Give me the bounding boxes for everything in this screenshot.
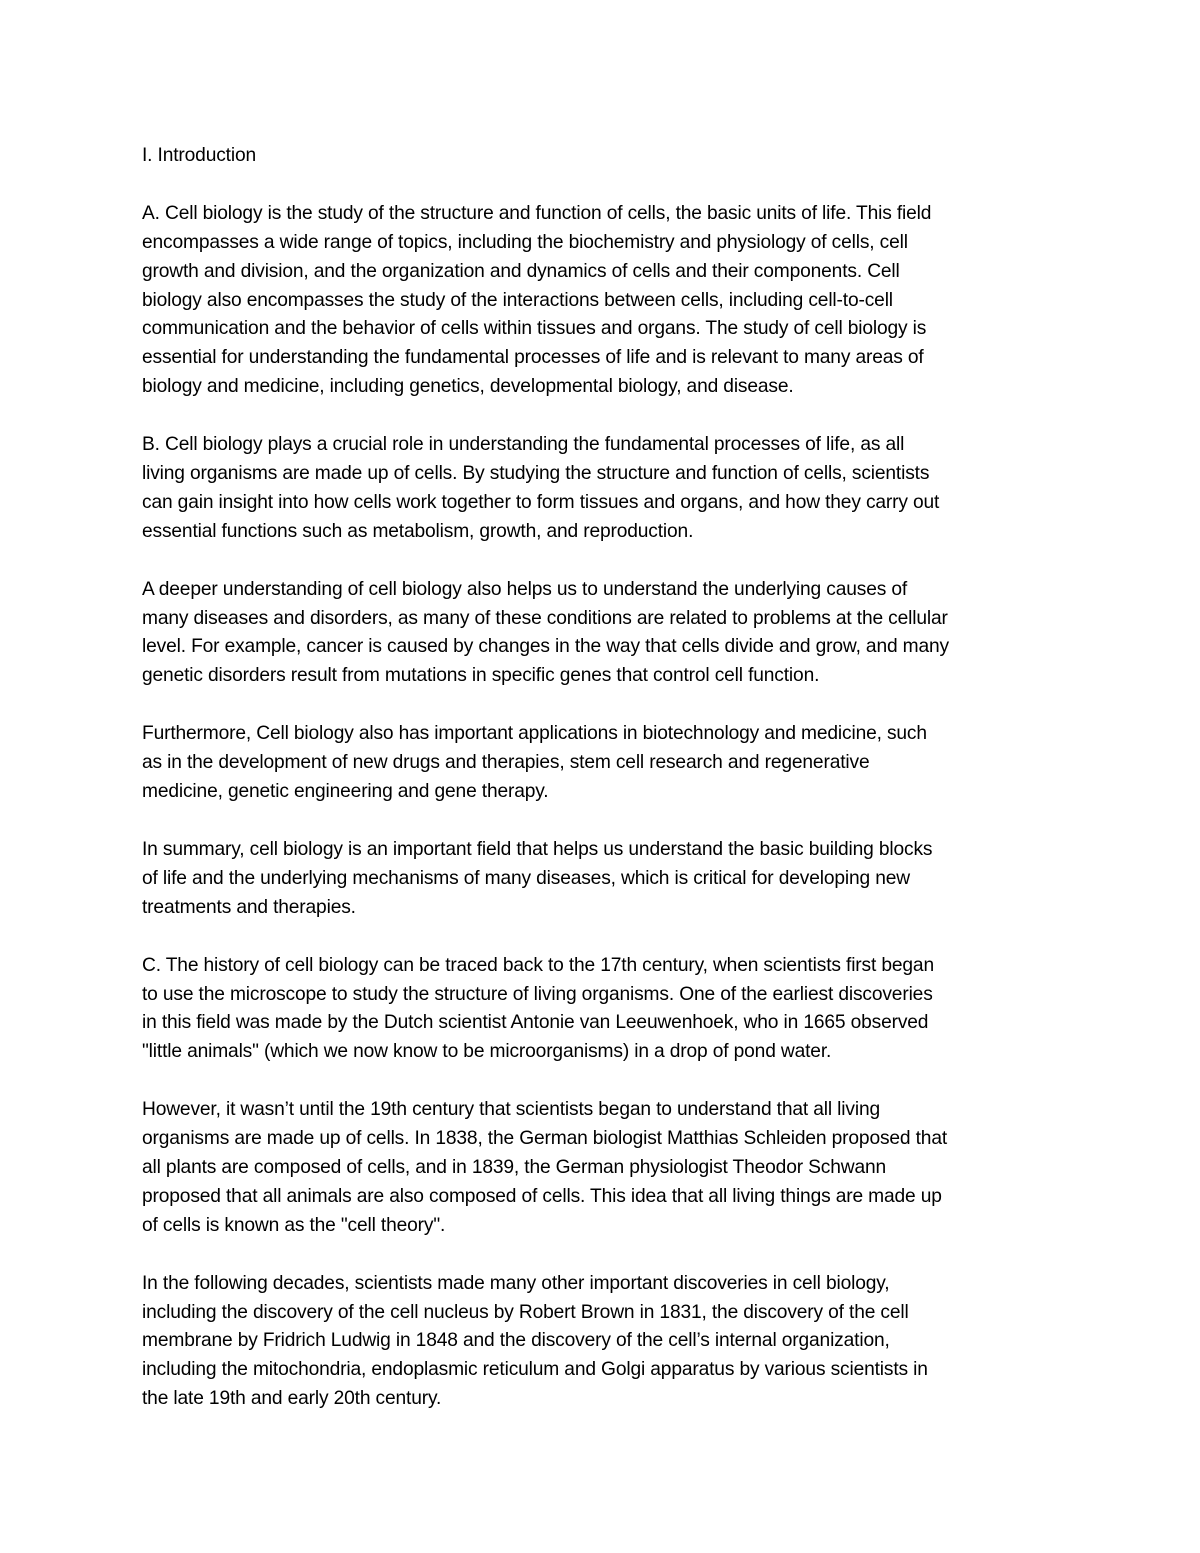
text-line: treatments and therapies. bbox=[142, 896, 356, 918]
text-line: living organisms are made up of cells. By studying the structure and function of cells, scientists bbox=[142, 463, 930, 485]
text-line: essential for understanding the fundamental processes of life and is relevant to many areas of bbox=[142, 347, 924, 369]
text-line: organisms are made up of cells. In 1838, the German biologist Matthias Schleiden proposed that bbox=[142, 1128, 948, 1150]
paragraph-applications bbox=[142, 720, 1064, 807]
text-line: as in the development of new drugs and therapies, stem cell research and regenerative bbox=[142, 752, 870, 774]
text-line: However, it wasn’t until the 19th century that scientists began to understand that all living bbox=[142, 1099, 880, 1121]
paragraph-later-discoveries bbox=[142, 1270, 1064, 1414]
paragraph-summary bbox=[142, 836, 1064, 923]
text-line: In the following decades, scientists made many other important discoveries in cell biology, bbox=[142, 1272, 890, 1294]
text-line: proposed that all animals are also composed of cells. This idea that all living things are made up bbox=[142, 1185, 942, 1207]
text-line: A. Cell biology is the study of the structure and function of cells, the basic units of life. This field bbox=[142, 202, 932, 224]
text-line: can gain insight into how cells work together to form tissues and organs, and how they carry out bbox=[142, 491, 940, 513]
text-line: "little animals" (which we now know to be microorganisms) in a drop of pond water. bbox=[142, 1041, 832, 1063]
paragraph-c-history bbox=[142, 952, 1064, 1068]
document-body bbox=[142, 142, 1064, 1414]
paragraph-cell-theory bbox=[142, 1096, 1064, 1240]
text-line: including the mitochondria, endoplasmic reticulum and Golgi apparatus by various scientists in bbox=[142, 1359, 928, 1381]
text-line: biology also encompasses the study of the interactions between cells, including cell-to-cell bbox=[142, 289, 893, 311]
text-line: growth and division, and the organization and dynamics of cells and their components. Cell bbox=[142, 260, 900, 282]
text-line: including the discovery of the cell nucleus by Robert Brown in 1831, the discovery of the cell bbox=[142, 1301, 909, 1323]
paragraph-diseases bbox=[142, 576, 1064, 692]
text-line: of life and the underlying mechanisms of many diseases, which is critical for developing new bbox=[142, 867, 910, 889]
text-line: many diseases and disorders, as many of these conditions are related to problems at the cellular bbox=[142, 607, 948, 629]
text-line: essential functions such as metabolism, growth, and reproduction. bbox=[142, 520, 694, 542]
text-line: of cells is known as the "cell theory". bbox=[142, 1214, 446, 1236]
text-line: encompasses a wide range of topics, including the biochemistry and physiology of cells, cell bbox=[142, 231, 908, 253]
section-heading: I. Introduction bbox=[142, 145, 257, 166]
text-line: in this field was made by the Dutch scientist Antonie van Leeuwenhoek, who in 1665 observed bbox=[142, 1012, 929, 1034]
text-line: biology and medicine, including genetics, developmental biology, and disease. bbox=[142, 376, 794, 398]
text-line: medicine, genetic engineering and gene therapy. bbox=[142, 781, 549, 803]
text-line: C. The history of cell biology can be traced back to the 17th century, when scientists first began bbox=[142, 954, 934, 976]
text-line: A deeper understanding of cell biology also helps us to understand the underlying causes of bbox=[142, 578, 908, 600]
text-line: membrane by Fridrich Ludwig in 1848 and the discovery of the cell’s internal organization, bbox=[142, 1330, 890, 1352]
text-line: the late 19th and early 20th century. bbox=[142, 1388, 442, 1410]
paragraph-a-definition bbox=[142, 200, 1064, 402]
text-line: genetic disorders result from mutations in specific genes that control cell function. bbox=[142, 665, 820, 687]
text-line: communication and the behavior of cells within tissues and organs. The study of cell biology is bbox=[142, 318, 927, 340]
text-line: Furthermore, Cell biology also has important applications in biotechnology and medicine, such bbox=[142, 723, 927, 745]
text-line: level. For example, cancer is caused by changes in the way that cells divide and grow, and many bbox=[142, 636, 949, 658]
text-line: B. Cell biology plays a crucial role in understanding the fundamental processes of life, as all bbox=[142, 434, 905, 456]
text-line: to use the microscope to study the structure of living organisms. One of the earliest discoveries bbox=[142, 983, 933, 1005]
text-line: In summary, cell biology is an important field that helps us understand the basic building blocks bbox=[142, 838, 933, 860]
paragraph-b-role bbox=[142, 431, 1064, 547]
text-line: all plants are composed of cells, and in 1839, the German physiologist Theodor Schwann bbox=[142, 1156, 887, 1178]
